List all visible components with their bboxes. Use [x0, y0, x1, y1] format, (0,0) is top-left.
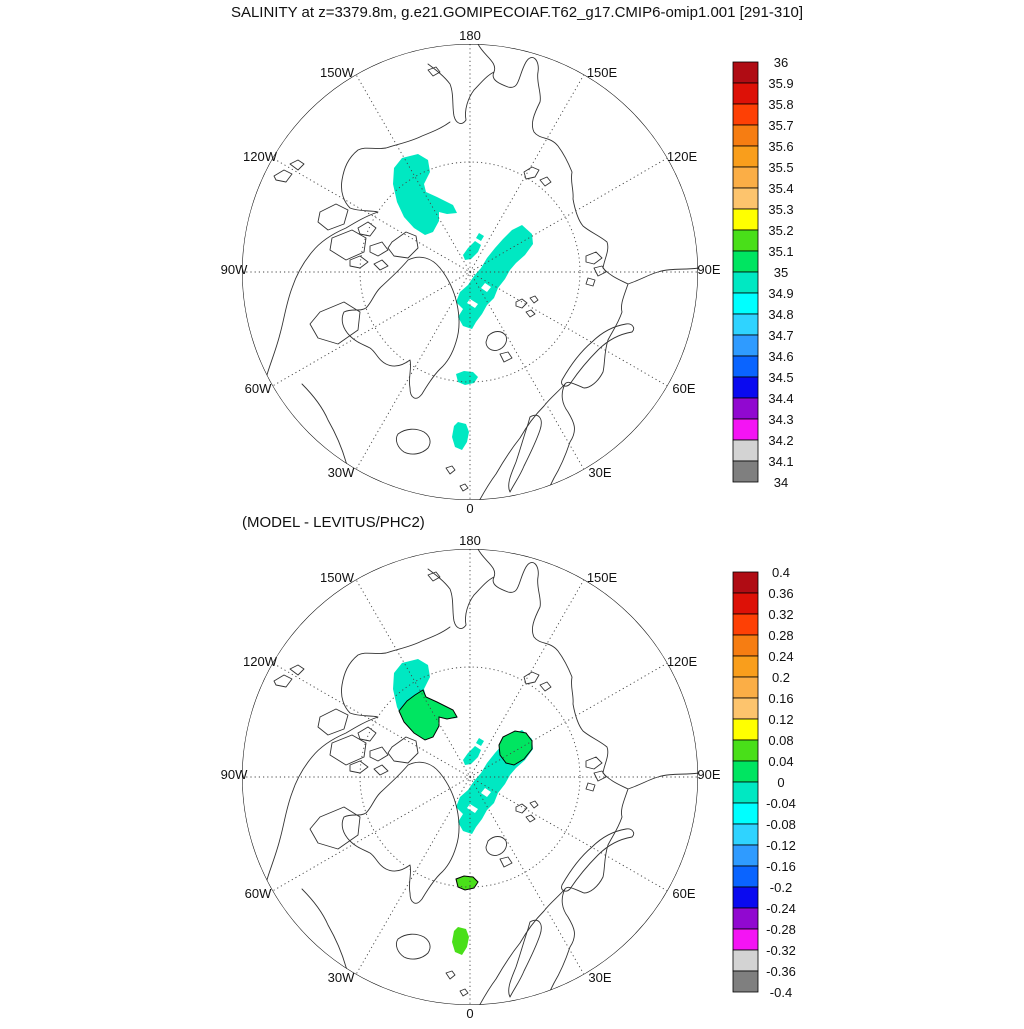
colorbar-tick: 0.12: [768, 712, 794, 727]
meridian-label: 90E: [697, 262, 721, 277]
colorbar-tick: 0.32: [768, 607, 794, 622]
colorbar-cell: [733, 440, 758, 461]
colorbar-tick: 35: [773, 265, 789, 280]
colorbar-tick: -0.16: [766, 859, 796, 874]
colorbar-tick: 36: [773, 55, 789, 70]
figure-title: SALINITY at z=3379.8m, g.e21.GOMIPECOIAF.T62_g17.CMIP6-omip1.001 [291-310]: [230, 4, 804, 21]
meridian-label: 0: [466, 501, 474, 516]
colorbar-tick: 35.1: [768, 244, 794, 259]
colorbar-tick: 34.9: [768, 286, 794, 301]
colorbar-cell: [733, 845, 758, 866]
colorbar-tick: 34: [773, 475, 789, 490]
colorbar-cell: [733, 740, 758, 761]
colorbar-tick: 0.4: [771, 565, 791, 580]
patch: [463, 233, 484, 260]
meridian-label: 0: [466, 1006, 474, 1021]
colorbar-cell: [733, 971, 758, 992]
colorbar-cell: [733, 419, 758, 440]
colorbar-cell: [733, 782, 758, 803]
meridian-label: 90W: [220, 262, 248, 277]
colorbar-cell: [733, 656, 758, 677]
colorbar-tick: 35.5: [768, 160, 794, 175]
colorbar-cell: [733, 356, 758, 377]
colorbar-cell: [733, 293, 758, 314]
meridian-label: 180: [459, 28, 481, 43]
meridian-label: 30E: [588, 970, 612, 985]
patch: [456, 225, 533, 329]
colorbar-cell: [733, 125, 758, 146]
colorbar-tick: -0.08: [766, 817, 796, 832]
colorbar-cell: [733, 377, 758, 398]
colorbar-cell: [733, 230, 758, 251]
colorbar-tick: -0.4: [769, 985, 793, 1000]
colorbar-tick: -0.28: [766, 922, 796, 937]
colorbar-cell: [733, 167, 758, 188]
colorbar-tick: 35.6: [768, 139, 794, 154]
meridian-label: 90E: [697, 767, 721, 782]
colorbar-tick: 34.2: [768, 433, 794, 448]
colorbar-tick: 34.6: [768, 349, 794, 364]
meridian-label: 120W: [243, 149, 277, 164]
colorbar-cell: [733, 635, 758, 656]
bottom-colorbar: [733, 572, 758, 992]
meridian-label: 60W: [244, 381, 272, 396]
meridian-label: 60W: [244, 886, 272, 901]
colorbar-cell: [733, 251, 758, 272]
colorbar-cell: [733, 272, 758, 293]
meridian-label: 90W: [220, 767, 248, 782]
meridian-label: 30W: [327, 970, 355, 985]
colorbar-tick: 0.08: [768, 733, 794, 748]
meridian-label: 60E: [672, 886, 696, 901]
meridian-label: 120W: [243, 654, 277, 669]
meridian-label: 60E: [672, 381, 696, 396]
patch: [393, 154, 457, 235]
bottom-colorbar-labels: [766, 565, 796, 1000]
colorbar-cell: [733, 572, 758, 593]
colorbar-tick: 0.36: [768, 586, 794, 601]
colorbar-cell: [733, 461, 758, 482]
colorbar-tick: 34.4: [768, 391, 794, 406]
bottom-map: [221, 533, 721, 1021]
colorbar-cell: [733, 929, 758, 950]
colorbar-tick: 35.8: [768, 97, 794, 112]
colorbar-cell: [733, 866, 758, 887]
meridian-label: 180: [459, 533, 481, 548]
colorbar-tick: 34.7: [768, 328, 794, 343]
colorbar-tick: -0.32: [766, 943, 796, 958]
colorbar-tick: -0.2: [769, 880, 793, 895]
colorbar-cell: [733, 593, 758, 614]
colorbar-tick: 35.7: [768, 118, 794, 133]
colorbar-tick: 0.2: [771, 670, 791, 685]
difference-panel-title: (MODEL - LEVITUS/PHC2): [242, 514, 425, 531]
top-colorbar-labels: [768, 55, 793, 490]
colorbar-tick: -0.04: [766, 796, 796, 811]
patch-positive: [452, 927, 469, 955]
colorbar-tick: -0.24: [766, 901, 796, 916]
colorbar-cell: [733, 824, 758, 845]
colorbar-cell: [733, 761, 758, 782]
top-colorbar: [733, 62, 758, 482]
colorbar-tick: 35.4: [768, 181, 794, 196]
meridian-label: 30E: [588, 465, 612, 480]
colorbar-cell: [733, 614, 758, 635]
top-map: [221, 28, 721, 516]
colorbar-tick: -0.36: [766, 964, 796, 979]
patch-positive: [456, 876, 478, 890]
basemap-instance: [242, 549, 699, 1008]
colorbar-cell: [733, 719, 758, 740]
meridian-label: 120E: [666, 149, 698, 164]
colorbar-cell: [733, 209, 758, 230]
colorbar-tick: 0.04: [768, 754, 794, 769]
colorbar-cell: [733, 698, 758, 719]
patch-positive-core: [499, 731, 532, 765]
patch: [463, 738, 484, 765]
meridian-label: 150E: [586, 570, 618, 585]
colorbar-cell: [733, 146, 758, 167]
colorbar-cell: [733, 104, 758, 125]
colorbar-cell: [733, 188, 758, 209]
meridian-label: 150W: [320, 570, 354, 585]
colorbar-tick: 34.1: [768, 454, 794, 469]
colorbar-cell: [733, 677, 758, 698]
colorbar-cell: [733, 908, 758, 929]
colorbar-tick: 0.28: [768, 628, 794, 643]
colorbar-cell: [733, 335, 758, 356]
colorbar-cell: [733, 398, 758, 419]
colorbar-cell: [733, 314, 758, 335]
meridian-label: 120E: [666, 654, 698, 669]
colorbar-tick: 34.8: [768, 307, 794, 322]
patch: [452, 422, 469, 450]
colorbar-cell: [733, 803, 758, 824]
colorbar-cell: [733, 83, 758, 104]
colorbar-tick: -0.12: [766, 838, 796, 853]
colorbar-tick: 35.9: [768, 76, 794, 91]
colorbar-tick: 0.16: [768, 691, 794, 706]
colorbar-cell: [733, 62, 758, 83]
patch: [456, 371, 478, 385]
colorbar-tick: 35.2: [768, 223, 794, 238]
colorbar-tick: 34.5: [768, 370, 794, 385]
colorbar-tick: 0: [777, 775, 785, 790]
meridian-label: 150W: [320, 65, 354, 80]
meridian-label: 30W: [327, 465, 355, 480]
colorbar-tick: 34.3: [768, 412, 794, 427]
colorbar-cell: [733, 887, 758, 908]
colorbar-tick: 35.3: [768, 202, 794, 217]
colorbar-tick: 0.24: [768, 649, 794, 664]
basemap-instance: [242, 44, 699, 503]
colorbar-cell: [733, 950, 758, 971]
meridian-label: 150E: [586, 65, 618, 80]
